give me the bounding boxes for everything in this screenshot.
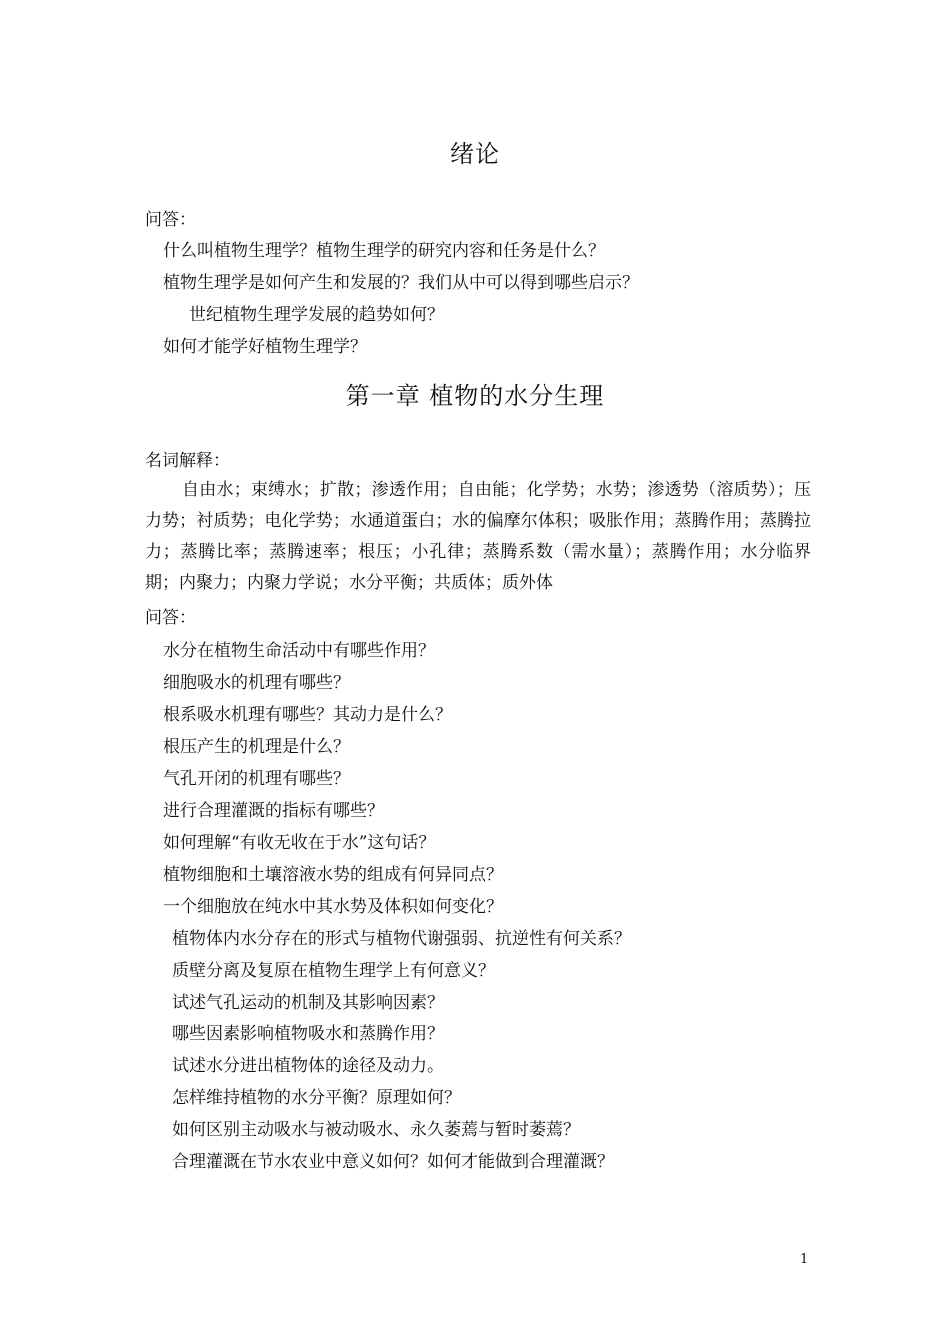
- chapter-question: 进行合理灌溉的指标有哪些？: [163, 801, 384, 821]
- chapter-question: 细胞吸水的机理有哪些？: [163, 673, 350, 693]
- terms-paragraph: 自由水；束缚水；扩散；渗透作用；自由能；化学势；水势；渗透势（溶质势）；压力势；衬质势；电化学势；水通道蛋白；水的偏摩尔体积；吸胀作用；蒸腾作用；蒸腾拉力；蒸腾比率；蒸腾速率；根压；小孔律；蒸腾系数（需水量）；蒸腾作用；水分临界期；内聚力；内聚力学说；水分平衡；共质体；质外体: [145, 480, 811, 593]
- chapter-question: 水分在植物生命活动中有哪些作用？: [163, 641, 435, 661]
- intro-title: 绪论: [450, 140, 500, 168]
- page-number: 1: [800, 1252, 809, 1267]
- intro-qa-label: 问答：: [145, 210, 196, 230]
- chapter-question: 一个细胞放在纯水中其水势及体积如何变化？: [163, 897, 503, 917]
- chapter-title: 第一章 植物的水分生理: [345, 382, 605, 410]
- chapter-question: 试述气孔运动的机制及其影响因素？: [172, 993, 444, 1013]
- chapter-question: 怎样维持植物的水分平衡？原理如何？: [172, 1088, 461, 1108]
- chapter-question: 试述水分进出植物体的途径及动力。: [172, 1056, 444, 1076]
- intro-question: 如何才能学好植物生理学？: [163, 337, 367, 357]
- terms-label: 名词解释：: [145, 451, 230, 471]
- chapter-question: 植物体内水分存在的形式与植物代谢强弱、抗逆性有何关系？: [172, 929, 631, 949]
- chapter-question: 合理灌溉在节水农业中意义如何？如何才能做到合理灌溉？: [172, 1152, 614, 1172]
- chapter-question: 根压产生的机理是什么？: [163, 737, 350, 757]
- chapter-question: 植物细胞和土壤溶液水势的组成有何异同点？: [163, 865, 503, 885]
- intro-question: 什么叫植物生理学？植物生理学的研究内容和任务是什么？: [163, 241, 605, 261]
- chapter-question: 质壁分离及复原在植物生理学上有何意义？: [172, 961, 495, 981]
- chapter-question: 根系吸水机理有哪些？其动力是什么？: [163, 705, 452, 725]
- chapter-question: 气孔开闭的机理有哪些？: [163, 769, 350, 789]
- chapter-qa-label: 问答：: [145, 608, 196, 628]
- intro-question: 世纪植物生理学发展的趋势如何？: [189, 305, 444, 325]
- chapter-question: 如何理解“有收无收在于水”这句话？: [163, 833, 436, 853]
- chapter-question: 如何区别主动吸水与被动吸水、永久萎蔫与暂时萎蔫？: [172, 1120, 580, 1140]
- chapter-question: 哪些因素影响植物吸水和蒸腾作用？: [172, 1024, 444, 1044]
- intro-question: 植物生理学是如何产生和发展的？我们从中可以得到哪些启示？: [163, 273, 639, 293]
